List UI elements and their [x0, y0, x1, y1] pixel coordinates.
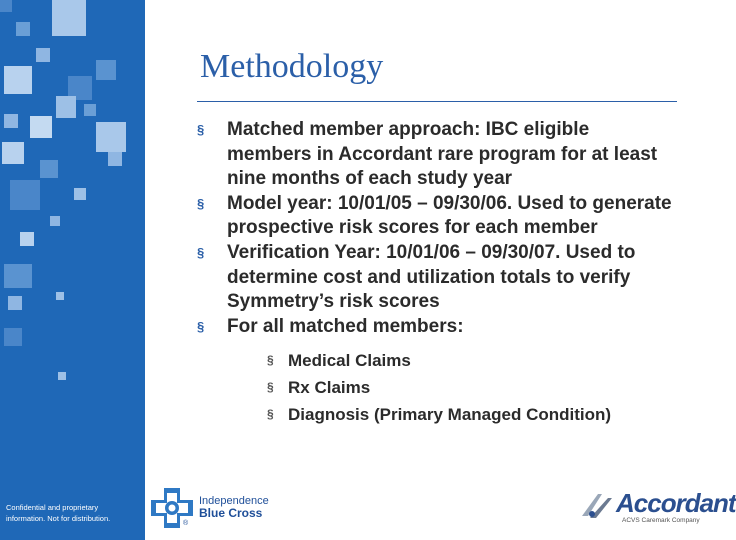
bullet-item	[197, 118, 677, 192]
title-divider	[197, 101, 677, 102]
bullet-marker-icon: §	[197, 122, 205, 137]
bullet-item	[197, 192, 677, 241]
decorative-left-panel	[0, 0, 145, 540]
bullet-item	[197, 315, 677, 429]
ibc-logo	[149, 486, 279, 530]
decorative-square	[4, 114, 18, 128]
bullet-marker-icon: §	[197, 195, 205, 211]
decorative-square	[84, 104, 96, 116]
bullet-marker-icon: §	[197, 318, 205, 334]
decorative-square	[52, 0, 86, 36]
sub-bullet-text: Diagnosis (Primary Managed Condition)	[288, 405, 612, 425]
decorative-square	[4, 328, 22, 346]
bullet-text: Model year: 10/01/05 – 09/30/06. Used to generate prospective risk scores for each member	[227, 192, 672, 239]
bullet-marker-icon: §	[267, 353, 274, 368]
bullet-text: Verification Year: 10/01/06 – 09/30/07. Used to determine cost and utilization totals to verify Symmetry’s risk scores	[227, 241, 636, 313]
decorative-square	[74, 188, 86, 200]
registered-mark: ®	[183, 520, 189, 527]
accordant-logo	[578, 486, 736, 530]
confidential-note: Confidential and proprietary information. Not for distribution.	[6, 503, 111, 523]
decorative-square	[96, 60, 116, 80]
sub-bullet-list	[227, 347, 677, 428]
ibc-line2: Blue Cross	[199, 506, 263, 520]
bullet-text: For all matched members:	[227, 315, 464, 337]
decorative-square	[4, 264, 32, 288]
decorative-square	[10, 180, 40, 210]
sub-bullet-text: Rx Claims	[288, 378, 371, 398]
sub-bullet-item	[227, 374, 677, 401]
decorative-square	[50, 216, 60, 226]
decorative-square	[40, 160, 58, 178]
sub-bullet-item	[227, 347, 677, 374]
sub-bullet-text: Medical Claims	[288, 351, 411, 371]
bullet-text: Matched member approach: IBC eligible members in Accordant rare program for at least nine months of each study year	[227, 119, 658, 190]
decorative-square	[2, 142, 24, 164]
bullet-marker-icon: §	[267, 407, 274, 422]
bullet-marker-icon: §	[267, 380, 274, 395]
accordant-tagline: ACVS Caremark Company	[622, 517, 700, 524]
slide-title: Methodology	[200, 48, 384, 85]
accordant-wordmark: Accordant	[616, 488, 736, 518]
accordant-swoosh-icon	[578, 490, 618, 524]
decorative-square	[16, 22, 30, 36]
decorative-square	[96, 122, 126, 152]
sub-bullet-item	[227, 401, 677, 428]
decorative-square	[8, 296, 22, 310]
decorative-square	[4, 66, 32, 94]
decorative-square	[56, 96, 76, 118]
ibc-line1: Independence	[199, 495, 269, 507]
decorative-square	[0, 0, 12, 12]
decorative-square	[20, 232, 34, 246]
decorative-square	[36, 48, 50, 62]
decorative-square	[58, 372, 66, 380]
bullet-item	[197, 241, 677, 315]
decorative-square	[56, 292, 64, 300]
decorative-square	[30, 116, 52, 138]
bullet-marker-icon: §	[197, 244, 205, 260]
decorative-square	[108, 152, 122, 166]
bullet-list	[197, 118, 677, 428]
ibc-wordmark	[199, 495, 269, 519]
